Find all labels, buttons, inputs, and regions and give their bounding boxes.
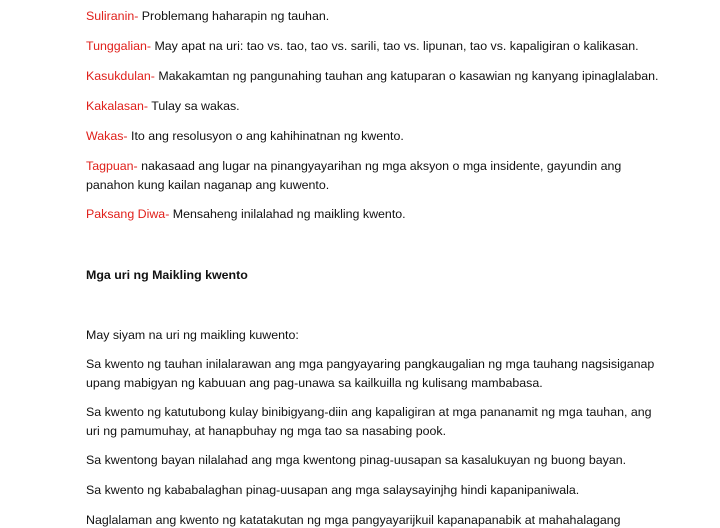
- definition-text: May apat na uri: tao vs. tao, tao vs. sarili, tao vs. lipunan, tao vs. kapaligiran o kalikasan.: [154, 39, 639, 53]
- definition-text: Ito ang resolusyon o ang kahihinatnan ng kwento.: [131, 129, 404, 143]
- paragraph-line: Sa kwento ng kababalaghan pinag-uusapan ang mga salaysayinjhg hindi kapanipaniwala.: [86, 483, 580, 497]
- definition-separator: -: [143, 99, 152, 113]
- definition-term: Paksang Diwa: [86, 207, 166, 221]
- definition-tagpuan: [86, 158, 621, 174]
- definition-kakalasan: [86, 98, 240, 114]
- paragraph-line: uri ng pamumuhay, at hanapbuhay ng mga tao sa nasabing pook.: [86, 424, 447, 438]
- paragraph-line: Sa kwento ng katutubong kulay binibigyang-diin ang kapaligiran at mga pananamit ng mga tauhan, ang: [86, 405, 652, 419]
- definition-term: Kakalasan: [86, 99, 144, 113]
- definition-separator: -: [165, 207, 173, 221]
- definition-term: Tagpuan: [86, 159, 134, 173]
- definition-separator: -: [146, 39, 155, 53]
- definition-tagpuan-continued: [86, 177, 329, 193]
- definition-wakas: [86, 128, 404, 144]
- paragraph-line: Sa kwentong bayan nilalahad ang mga kwentong pinag-uusapan sa kasalukuyan ng buong bayan.: [86, 453, 627, 467]
- definition-separator: -: [150, 69, 159, 83]
- definition-text: Makakamtan ng pangunahing tauhan ang katuparan o kasawian ng kanyang ipinaglalaban.: [158, 69, 659, 83]
- definition-text: panahon kung kailan naganap ang kuwento.: [86, 178, 330, 192]
- definition-term: Wakas: [86, 129, 124, 143]
- definition-term: Tunggalian: [86, 39, 147, 53]
- definition-text: Mensaheng inilalahad ng maikling kwento.: [172, 207, 406, 221]
- section-heading: Mga uri ng Maikling kwento: [86, 268, 248, 282]
- definition-separator: -: [133, 159, 142, 173]
- definition-paksang-diwa: [86, 206, 406, 222]
- definition-text: Tulay sa wakas.: [151, 99, 240, 113]
- paragraph-line: Sa kwento ng tauhan inilalarawan ang mga pangyayaring pangkaugalian ng mga tauhang nagsisiganap: [86, 357, 655, 371]
- definition-kasukdulan: [86, 68, 658, 84]
- definition-term: Kasukdulan: [86, 69, 151, 83]
- paragraph-line: Naglalaman ang kwento ng katatakutan ng mga pangyayarijkuil kapanapanabik at mahahalagang: [86, 513, 621, 527]
- definition-text: Problemang haharapin ng tauhan.: [141, 9, 330, 23]
- paragraph-line: upang mabigyan ng kabuuan ang pag-unawa sa kailkuilla ng kulisang mambabasa.: [86, 376, 543, 390]
- intro-text: May siyam na uri ng maikling kuwento:: [86, 328, 299, 342]
- definition-tunggalian: [86, 38, 639, 54]
- definition-suliranin: [86, 8, 329, 24]
- definition-text: nakasaad ang lugar na pinangyayarihan ng mga aksyon o mga insidente, gayundin ang: [141, 159, 622, 173]
- definition-separator: -: [123, 129, 131, 143]
- definition-term: Suliranin: [86, 9, 135, 23]
- definition-separator: -: [134, 9, 142, 23]
